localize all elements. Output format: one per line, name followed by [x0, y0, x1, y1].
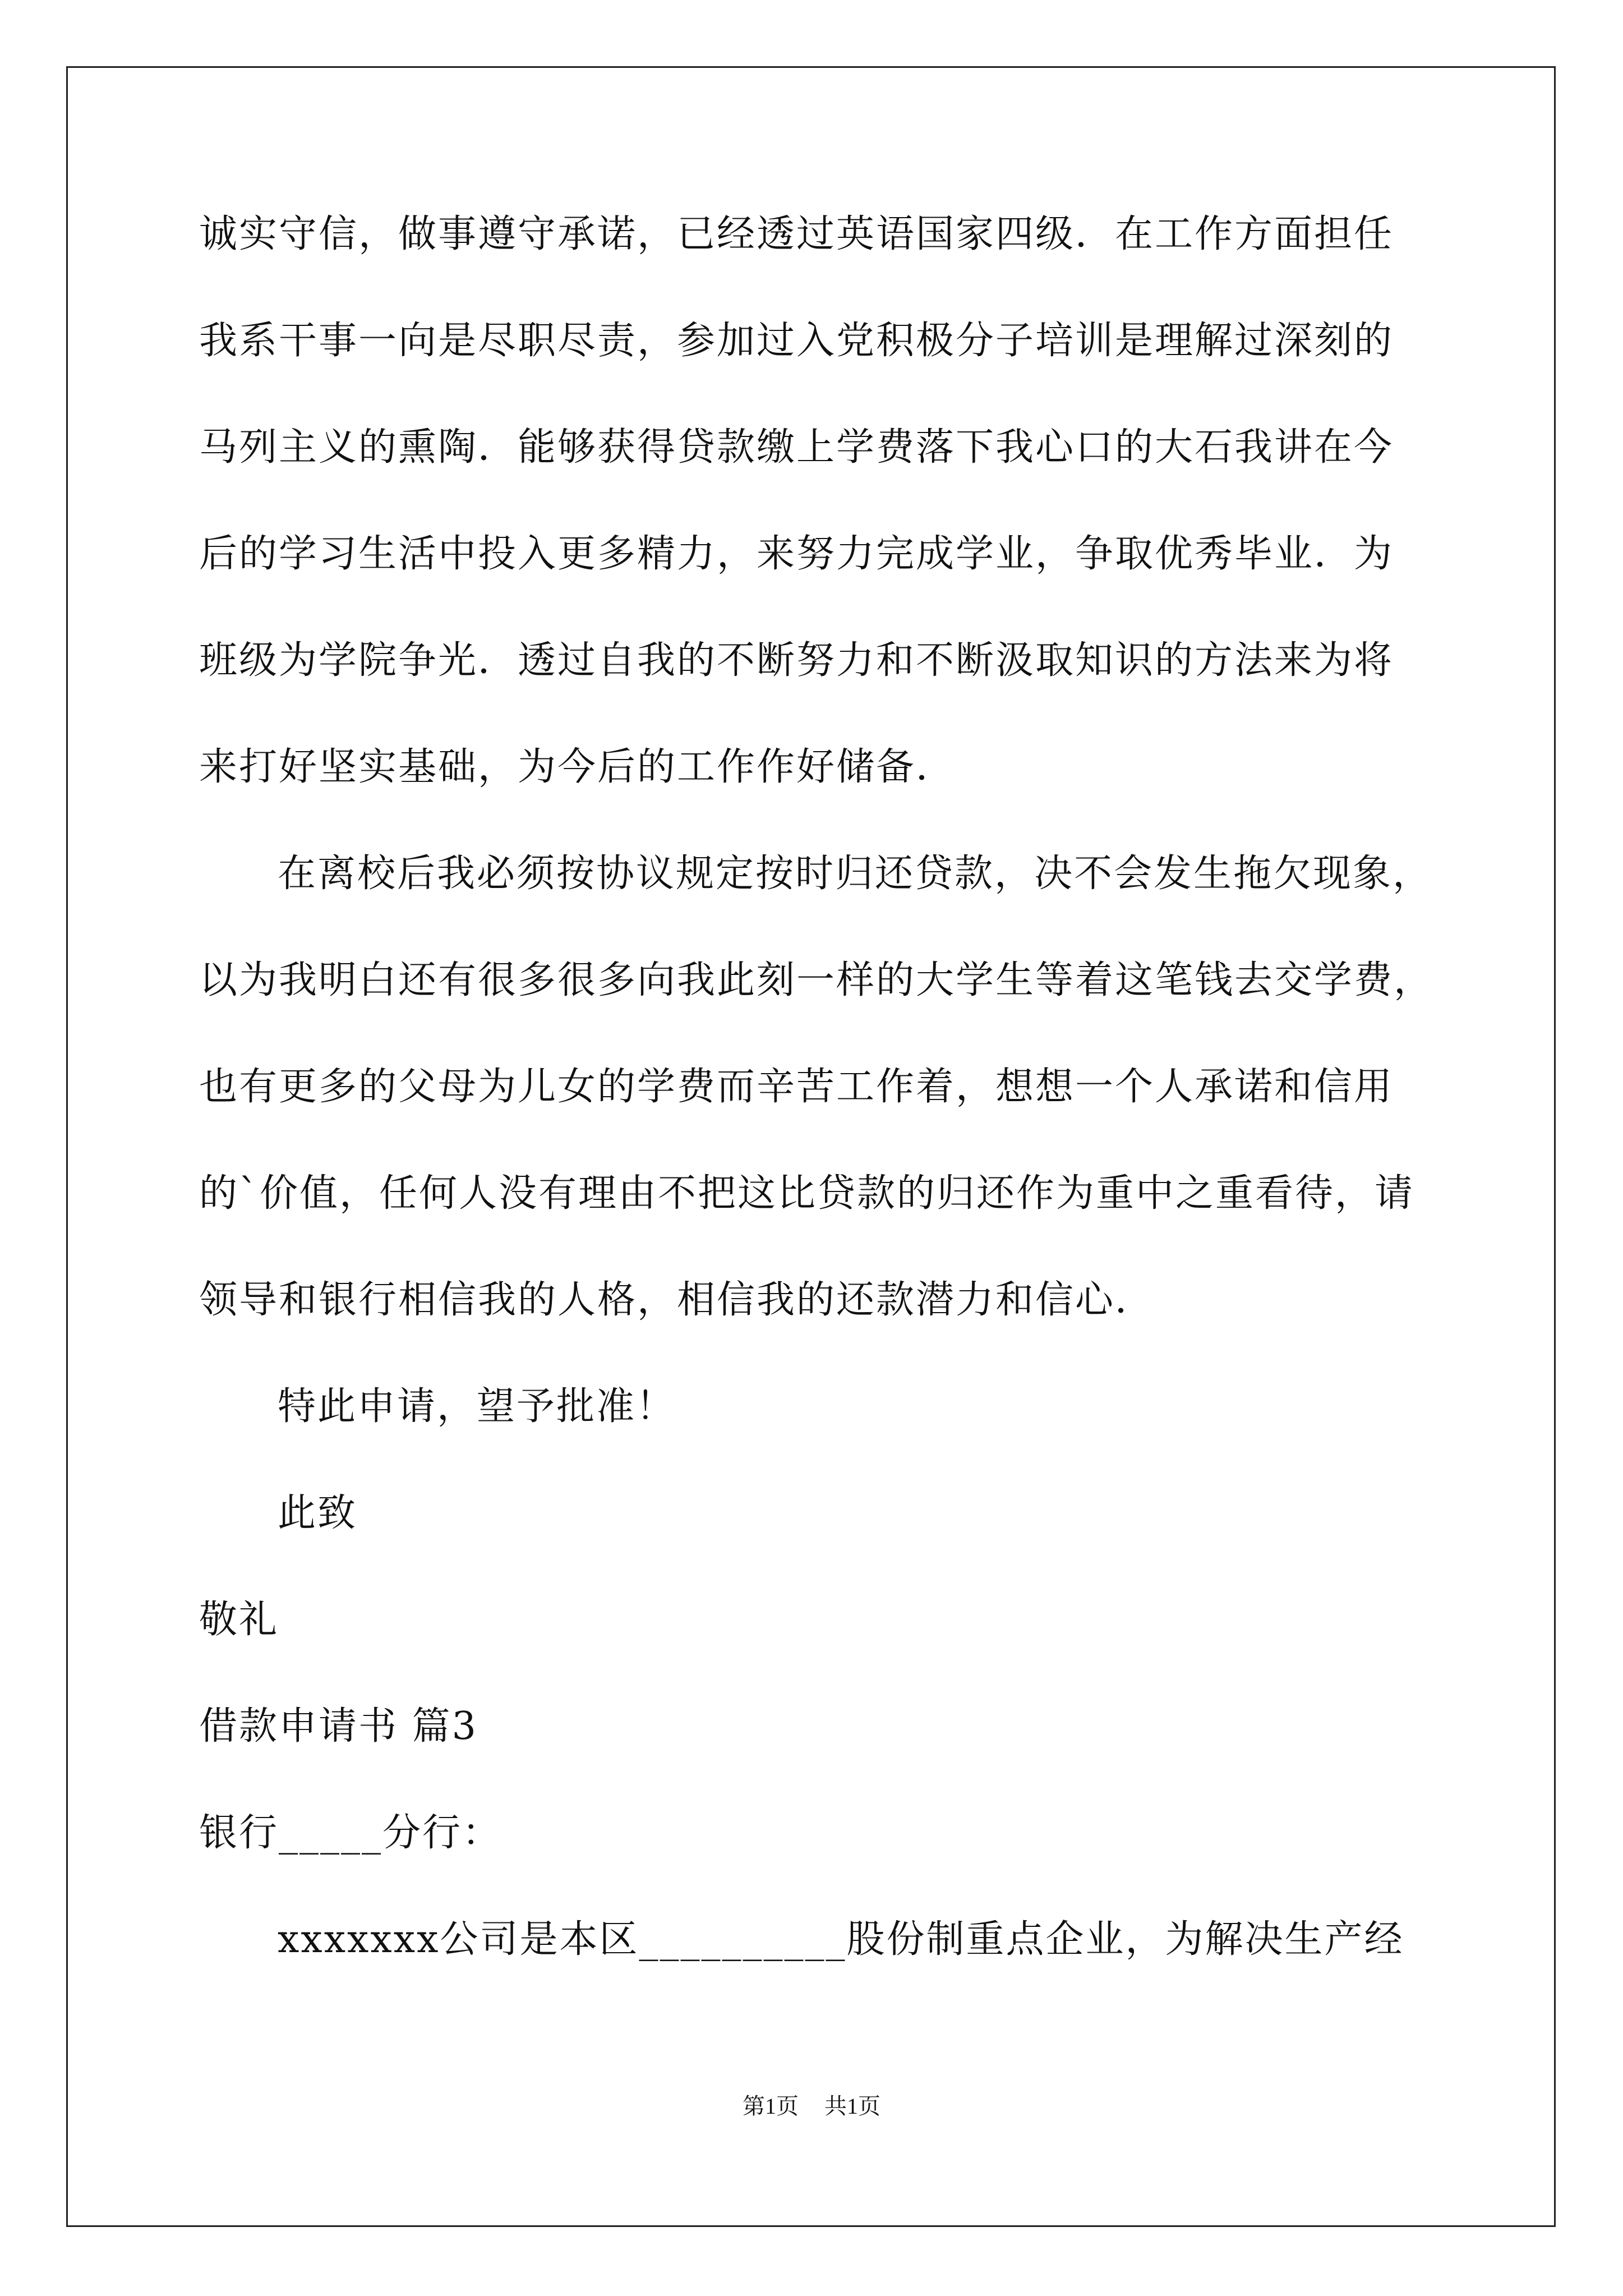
- document-body: [199, 208, 1455, 2019]
- text-line: 马列主义的熏陶．能够获得贷款缴上学费落下我心口的大石我讲在今: [199, 425, 1394, 470]
- text-line: xxxxxxx公司是本区__________股份制重点企业，为解决生产经: [278, 1917, 1404, 1962]
- section-heading: 借款申请书 篇3: [199, 1704, 478, 1749]
- text-line: 也有更多的父母为儿女的学费而辛苦工作着，想想一个人承诺和信用: [199, 1065, 1394, 1109]
- page-number-current: 第1页: [743, 2093, 799, 2119]
- text-line: 来打好坚实基础，为今后的工作作好储备．: [199, 745, 956, 789]
- text-line: 我系干事一向是尽职尽责，参加过入党积极分子培训是理解过深刻的: [199, 319, 1394, 363]
- text-line: 后的学习生活中投入更多精力，来努力完成学业，争取优秀毕业．为: [199, 532, 1394, 576]
- text-line: 在离校后我必须按协议规定按时归还贷款，决不会发生拖欠现象，: [278, 852, 1433, 896]
- page-number-total: 共1页: [824, 2093, 880, 2119]
- text-line: 以为我明白还有很多很多向我此刻一样的大学生等着这笔钱去交学费，: [199, 958, 1434, 1002]
- text-line: 银行_____分行：: [199, 1811, 502, 1855]
- text-line: 的`价值，任何人没有理由不把这比贷款的归还作为重中之重看待，请: [199, 1171, 1415, 1216]
- text-line: 特此申请，望予批准！: [278, 1384, 676, 1429]
- text-line: 敬礼: [199, 1598, 279, 1642]
- text-line: 领导和银行相信我的人格，相信我的还款潜力和信心．: [199, 1278, 1155, 1322]
- page-footer: [0, 2090, 1623, 2123]
- text-line: 诚实守信，做事遵守承诺，已经透过英语国家四级．在工作方面担任: [199, 212, 1394, 256]
- text-line: 班级为学院争光．透过自我的不断努力和不断汲取知识的方法来为将: [199, 638, 1394, 683]
- text-line: 此致: [278, 1491, 358, 1535]
